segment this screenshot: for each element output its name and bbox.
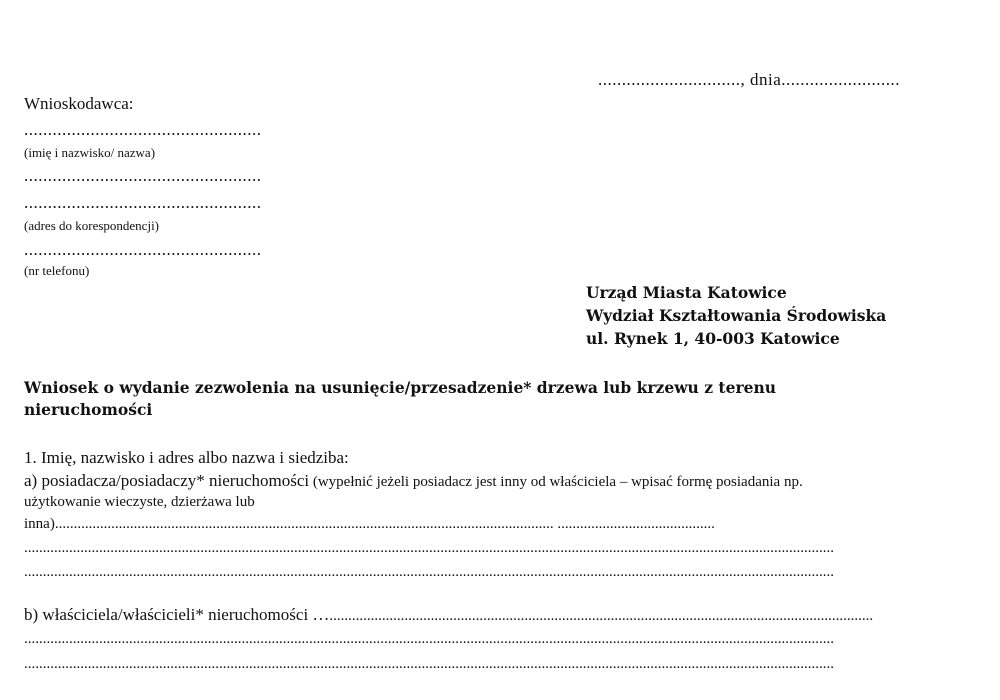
applicant-name-line[interactable]: .................................................. — [24, 120, 262, 139]
section-1b-fill-line-3[interactable]: ........................................................................................................................................................................................................................ — [24, 656, 834, 672]
section-1a-label: a) posiadacza/posiadaczy* nieruchomości — [24, 471, 310, 490]
applicant-address-label: (adres do korespondencji) — [24, 218, 160, 233]
section-1a-fill-line-2[interactable]: ........................................................................................................................................................................................................................ — [24, 540, 834, 556]
addressee-office: Urząd Miasta Katowice — [586, 283, 787, 302]
place-date-field[interactable]: .............................., dnia......................... — [598, 70, 901, 89]
section-1a-label-line — [24, 471, 803, 491]
applicant-address-line-2[interactable]: .................................................. — [24, 193, 262, 212]
section-1a-note: (wypełnić jeżeli posiadacz jest inny od właściciela – wpisać formę posiadania np. — [309, 474, 803, 490]
applicant-phone-label: (nr telefonu) — [24, 263, 90, 278]
applicant-name-label: (imię i nazwisko/ nazwa) — [24, 145, 156, 160]
section-1b-line — [24, 605, 976, 625]
section-1b-fill-line-1[interactable]: ................................................................................................................................................. — [329, 608, 874, 624]
section-1b-fill-line-2[interactable]: ........................................................................................................................................................................................................................ — [24, 631, 834, 647]
addressee-street: ul. Rynek 1, 40-003 Katowice — [586, 329, 840, 348]
document-title-line-1: Wniosek o wydanie zezwolenia na usunięcie/przesadzenie* drzewa lub krzewu z terenu — [24, 378, 777, 397]
addressee-department: Wydział Kształtowania Środowiska — [586, 306, 887, 325]
applicant-address-line-1[interactable]: .................................................. — [24, 166, 262, 185]
section-1-heading: 1. Imię, nazwisko i adres albo nazwa i siedziba: — [24, 448, 349, 467]
section-1a-fill-line-1[interactable]: inna)..................................................................................................................................... .......................................... — [24, 516, 715, 532]
applicant-phone-line[interactable]: .................................................. — [24, 240, 262, 259]
document-title-line-2: nieruchomości — [24, 400, 153, 419]
applicant-heading: Wnioskodawca: — [24, 94, 134, 113]
section-1a-fill-line-3[interactable]: ........................................................................................................................................................................................................................ — [24, 564, 834, 580]
section-1a-note-cont: użytkowanie wieczyste, dzierżawa lub — [24, 494, 255, 510]
section-1b-label: b) właściciela/właścicieli* nieruchomości … — [24, 605, 330, 624]
